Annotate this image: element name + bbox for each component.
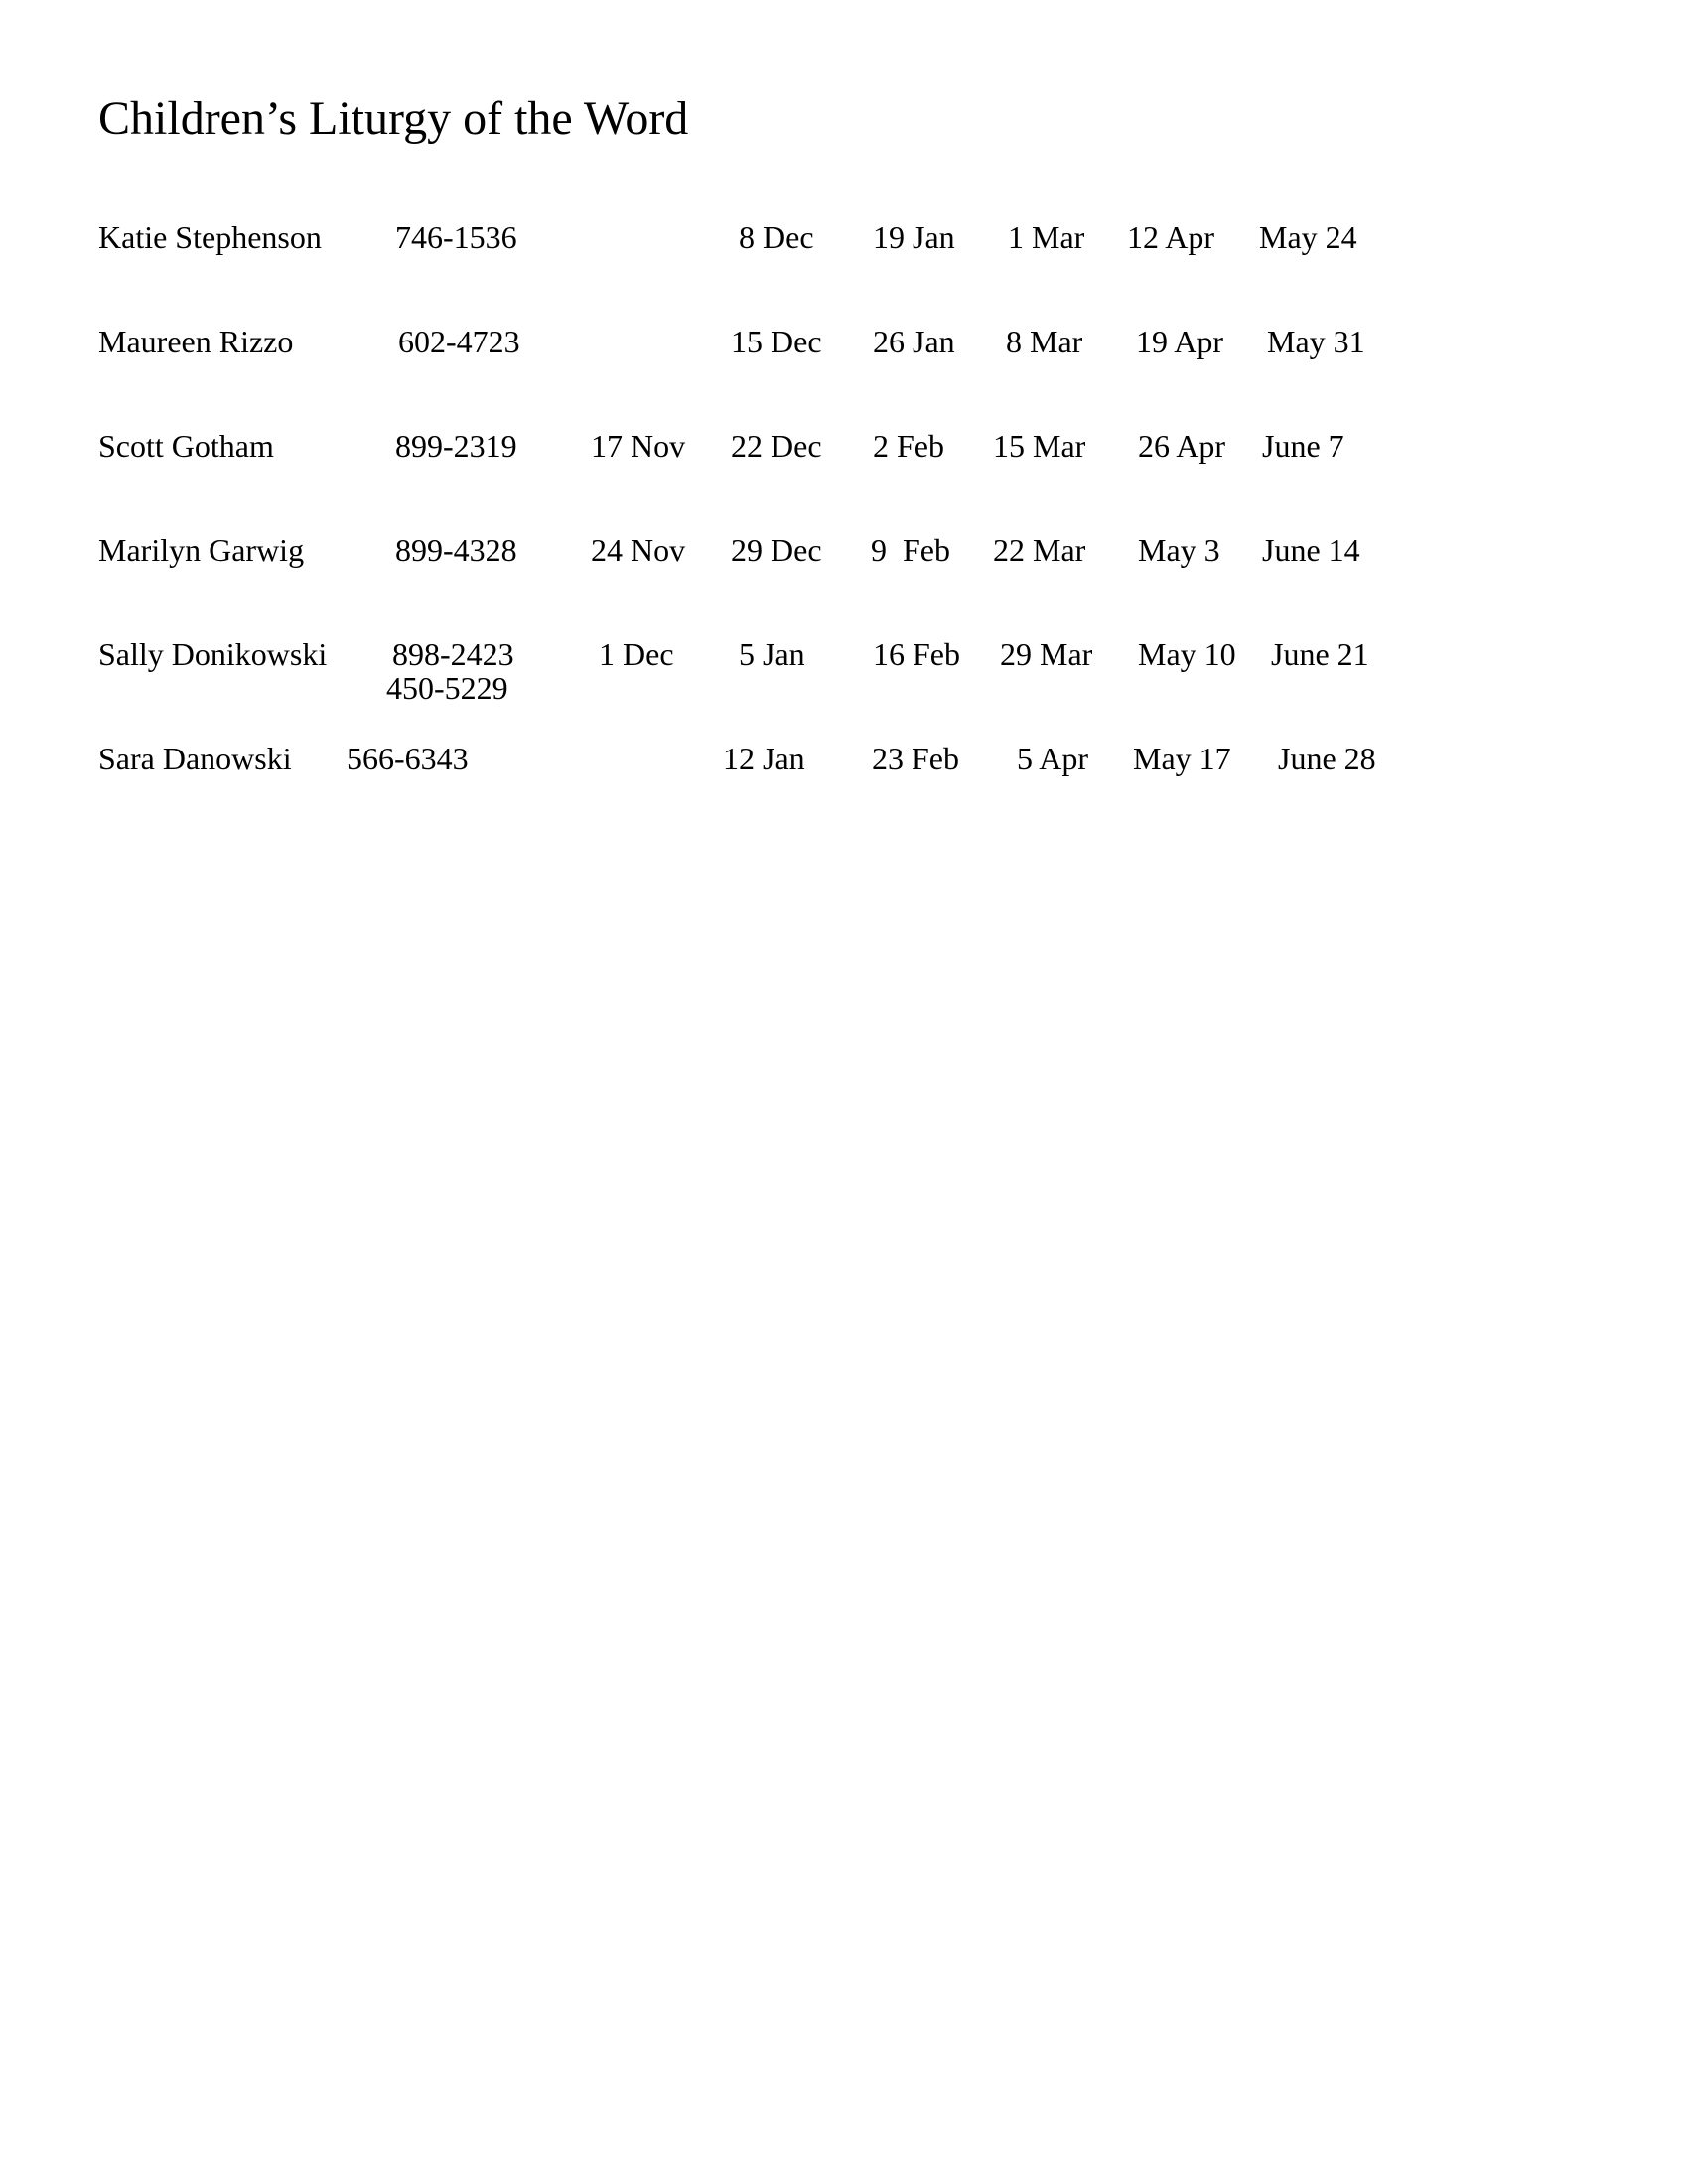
schedule-date: 5 Jan <box>739 636 805 672</box>
schedule-date: 8 Dec <box>739 219 814 255</box>
schedule-date: 23 Feb <box>872 741 959 776</box>
volunteer-phone: 746-1536 <box>395 219 517 255</box>
schedule-date: 19 Apr <box>1136 324 1223 359</box>
schedule-date: 24 Nov <box>591 532 686 568</box>
schedule-date: 22 Dec <box>731 428 822 464</box>
schedule-date: 8 Mar <box>1006 324 1083 359</box>
schedule-date: 26 Jan <box>873 324 955 359</box>
schedule-date: 29 Mar <box>1000 636 1093 672</box>
volunteer-phone: 898-2423 <box>392 636 514 672</box>
volunteer-name: Maureen Rizzo <box>98 324 294 359</box>
schedule-date: 19 Jan <box>873 219 955 255</box>
schedule-date: May 17 <box>1133 741 1231 776</box>
schedule-date: 17 Nov <box>591 428 686 464</box>
schedule-date: June 14 <box>1262 532 1360 568</box>
schedule-date: 16 Feb <box>873 636 960 672</box>
schedule-date: 12 Jan <box>723 741 805 776</box>
volunteer-name: Scott Gotham <box>98 428 274 464</box>
schedule-date: 9 Feb <box>871 532 950 568</box>
volunteer-phone-secondary: 450-5229 <box>386 670 508 706</box>
schedule-date: May 24 <box>1259 219 1357 255</box>
schedule-date: 2 Feb <box>873 428 944 464</box>
schedule-date: May 10 <box>1138 636 1236 672</box>
volunteer-name: Sara Danowski <box>98 741 292 776</box>
schedule-date: 5 Apr <box>1017 741 1088 776</box>
schedule-date: 15 Mar <box>993 428 1086 464</box>
schedule-date: May 31 <box>1267 324 1365 359</box>
volunteer-name: Sally Donikowski <box>98 636 328 672</box>
schedule-date: June 7 <box>1262 428 1344 464</box>
schedule-date: 12 Apr <box>1127 219 1214 255</box>
schedule-date: June 28 <box>1278 741 1376 776</box>
volunteer-name: Katie Stephenson <box>98 219 322 255</box>
schedule-date: 22 Mar <box>993 532 1086 568</box>
schedule-date: 26 Apr <box>1138 428 1225 464</box>
volunteer-name: Marilyn Garwig <box>98 532 305 568</box>
schedule-date: 1 Dec <box>599 636 674 672</box>
volunteer-phone: 899-4328 <box>395 532 517 568</box>
volunteer-phone: 899-2319 <box>395 428 517 464</box>
volunteer-phone: 602-4723 <box>398 324 520 359</box>
schedule-date: 1 Mar <box>1008 219 1085 255</box>
volunteer-phone: 566-6343 <box>347 741 469 776</box>
schedule-date: June 21 <box>1271 636 1369 672</box>
schedule-date: 15 Dec <box>731 324 822 359</box>
page-title: Children’s Liturgy of the Word <box>98 92 689 145</box>
schedule-date: May 3 <box>1138 532 1220 568</box>
schedule-date: 29 Dec <box>731 532 822 568</box>
